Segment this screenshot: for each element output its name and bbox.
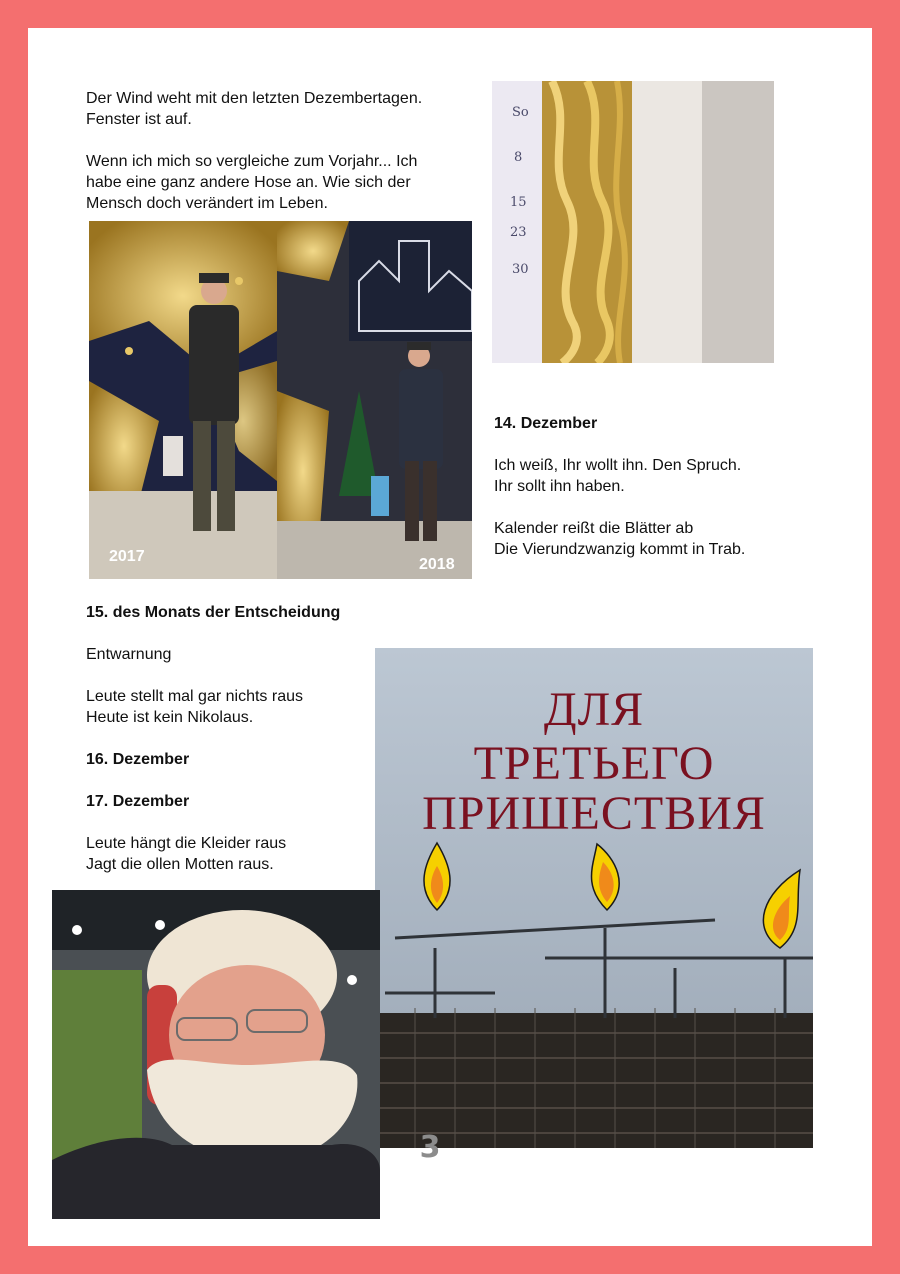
dec17-heading: 17. Dezember	[86, 793, 190, 810]
dec15-line: Leute stellt mal gar nichts raus	[86, 688, 303, 705]
poster-headline-line3: ПРИШЕСТВИЯ	[422, 787, 766, 840]
dec14-section	[494, 413, 834, 560]
intro-line: habe eine ganz andere Hose an. Wie sich der	[86, 174, 411, 191]
comparison-photo	[89, 221, 472, 579]
dec14-line: Ich weiß, Ihr wollt ihn. Den Spruch.	[494, 457, 742, 474]
svg-text:15: 15	[510, 195, 527, 210]
intro-line: Fenster ist auf.	[86, 111, 192, 128]
dec14-heading: 14. Dezember	[494, 415, 598, 432]
dec15-heading: 15. des Monats der Entscheidung	[86, 604, 341, 621]
dec15-line: Heute ist kein Nikolaus.	[86, 709, 254, 726]
dec14-line: Ihr sollt ihn haben.	[494, 478, 625, 495]
svg-text:23: 23	[510, 225, 527, 240]
svg-text:8: 8	[514, 150, 523, 165]
svg-text:So: So	[512, 105, 529, 120]
dec17-line: Jagt die ollen Motten raus.	[86, 856, 274, 873]
poster-image	[375, 648, 813, 1148]
year-label-2018: 2018	[419, 556, 455, 573]
intro-text	[86, 88, 486, 214]
dec15-17-section	[86, 602, 386, 875]
poster-headline-line1: ДЛЯ	[543, 683, 645, 736]
intro-line: Mensch doch verändert im Leben.	[86, 195, 328, 212]
dec15-line: Entwarnung	[86, 646, 172, 663]
intro-line: Der Wind weht mit den letzten Dezembertagen.	[86, 90, 423, 107]
dec14-line: Die Vierundzwanzig kommt in Trab.	[494, 541, 746, 558]
dec14-line: Kalender reißt die Blätter ab	[494, 520, 694, 537]
santa-selfie-photo	[52, 890, 380, 1219]
intro-line: Wenn ich mich so vergleiche zum Vorjahr... Ich	[86, 153, 418, 170]
poster-headline-line2: ТРЕТЬЕГО	[473, 737, 715, 790]
page-number: 3	[419, 1130, 441, 1165]
year-label-2017: 2017	[109, 548, 145, 565]
dec17-line: Leute hängt die Kleider raus	[86, 835, 287, 852]
calendar-photo	[492, 81, 774, 363]
svg-text:30: 30	[512, 262, 529, 277]
dec16-heading: 16. Dezember	[86, 751, 190, 768]
